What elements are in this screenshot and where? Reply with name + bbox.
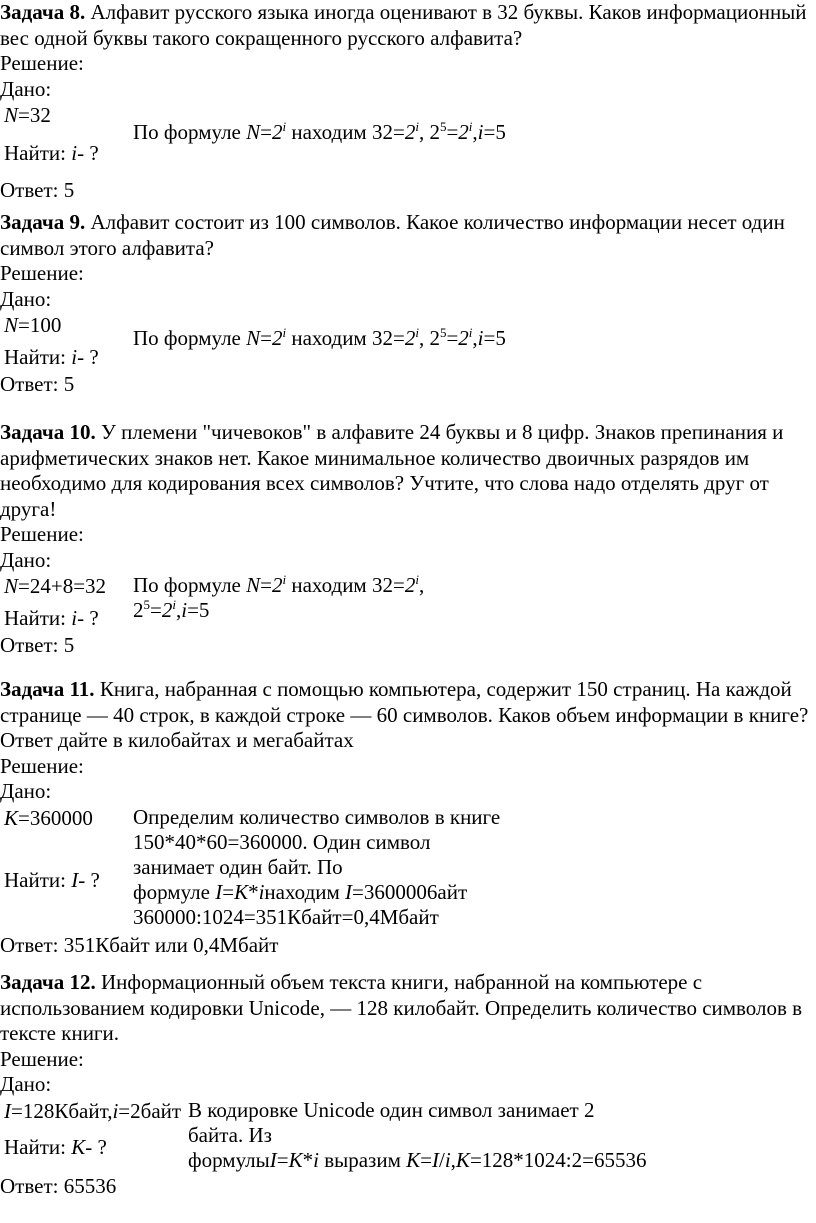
solution-label: Решение: [0,522,84,546]
task-text: Алфавит русского языка иногда оценивают в 32 буквы. Каков информационный вес одной буквы такого сокращенного русского алфавита? [0,0,807,50]
task-title: Задача 8. [0,0,86,24]
given-label: Дано: [0,286,52,311]
task-title: Задача 9. [0,210,86,234]
answer-line: Ответ: 5 [0,178,75,202]
task-statement [0,970,812,1047]
find-value: Найти: K- ? [4,1134,107,1159]
given-value: N=24+8=32 [4,574,107,598]
task-12 [0,970,812,1199]
task-text: У племени "чичевоков" в алфавите 24 буквы и 8 цифр. Знаков препинания и арифметических знаков нет. Какое минимальное количество двоичных разрядов им необходимо для кодирования всех символов? Учтите, что слова надо отделять друг от друга! [0,420,784,521]
task-10 [0,420,812,659]
find-value: Найти: I- ? [4,867,100,892]
answer-line: Ответ: 65536 [0,1173,117,1198]
task-text: Информационный объем текста книги, набранной на компьютере с использованием кодировки Unicode, — 128 килобайт. Определить количество символов в тексте книги. [0,970,803,1045]
answer-line: Ответ: 351Кбайт или 0,4Мбайт [0,932,279,957]
task-statement [0,210,812,261]
task-9 [0,210,812,398]
given-value: N=100 [4,313,62,337]
task-title: Задача 10. [0,420,96,444]
task-11 [0,677,812,958]
answer-line: Ответ: 5 [0,633,75,657]
solution-label: Решение: [0,261,84,285]
given-label: Дано: [0,779,52,803]
task-statement [0,0,812,51]
task-statement [0,420,812,522]
solution-text: В кодировке Unicode один символ занимает 2 байта. Из формулыI=K*i выразим K=I/i,K=128*1024:2=65536 [188,1097,647,1172]
solution-label: Решение: [0,1046,84,1071]
solution-label: Решение: [0,753,84,778]
given-label: Дано: [0,76,52,101]
solution-text: По формуле $N=2^i$ находим $32=2^i$, $2^5=2^i,i=5$ [133,325,506,350]
given-table [0,573,812,633]
given-table [0,1098,812,1174]
answer-line: Ответ: 5 [0,372,75,396]
task-title: Задача 12. [0,970,96,994]
solution-text: Определим количество символов в книге 150*40*60=360000. Один символ занимает один байт. По формуле I=K*iнаходим I=3600006айт 360000:1024=351Кбайт=0,4Мбайт [133,804,501,929]
given-value: N=32 [4,103,51,127]
find-value: Найти: i- ? [4,345,99,369]
given-table [0,312,812,372]
solution-text: По формуле $N=2^i$ находим $32=2^i$, $2^5=2^i,i=5$ [133,572,425,622]
given-table [0,805,812,933]
task-text: Алфавит состоит из 100 символов. Какое количество информации несет один символ этого алфавита? [0,210,785,260]
given-value: K=360000 [4,805,93,830]
given-table [0,102,812,178]
given-label: Дано: [0,1072,52,1096]
task-8 [0,0,812,204]
task-title: Задача 11. [0,677,95,701]
find-value: Найти: i- ? [4,606,99,630]
solution-text: По формуле $N=2^i$ находим $32=2^i$, $2^5=2^i,i=5$ [133,119,506,144]
find-value: Найти: i- ? [4,141,99,165]
given-label: Дано: [0,547,52,572]
task-statement [0,677,812,754]
given-value: I=128Кбайт,i=2байт [4,1098,182,1123]
solution-label: Решение: [0,51,84,75]
task-text: Книга, набранная с помощью компьютера, содержит 150 страниц. На каждой странице — 40 строк, в каждой строке — 60 символов. Каков объем информации в книге? Ответ дайте в килобайтах и мегабайтах [0,677,809,752]
